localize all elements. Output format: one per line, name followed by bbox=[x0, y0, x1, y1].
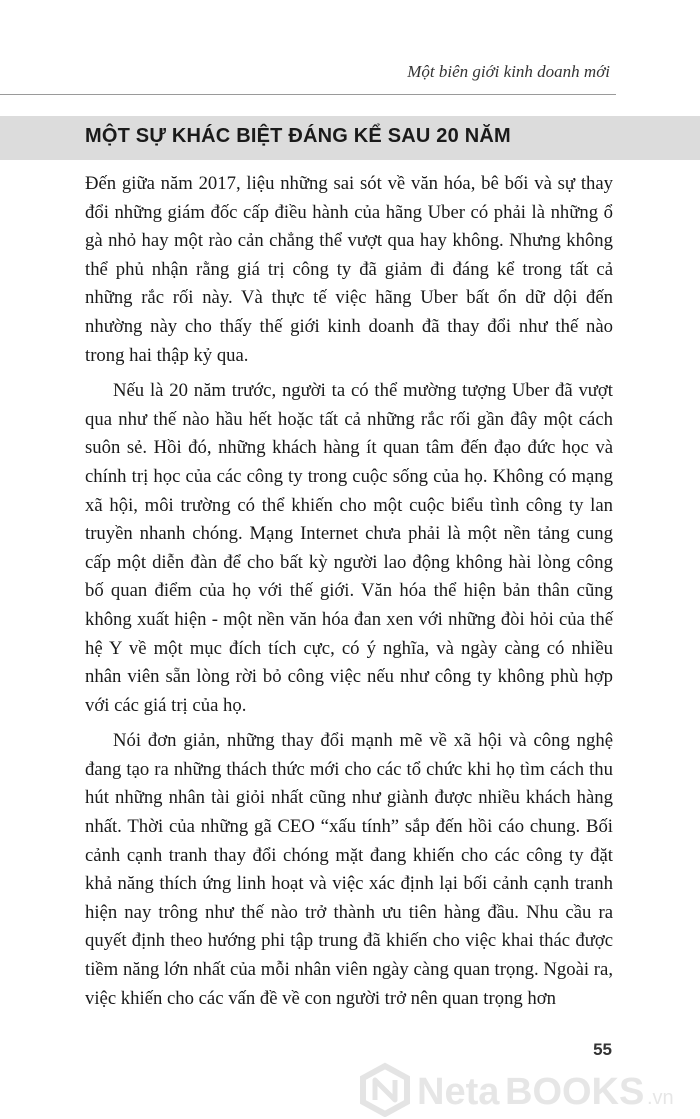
running-header: Một biên giới kinh doanh mới bbox=[407, 62, 610, 81]
paragraph-3: Nói đơn giản, những thay đổi mạnh mẽ về xã hội và công nghệ đang tạo ra những thách thức mới cho các tổ chức khi họ tìm cách thu hút những nhân tài giỏi nhất cũng như giành được nhiều khách hàng nhất. Thời của những gã CEO “xấu tính” sắp đến hồi cáo chung. Bối cảnh cạnh tranh thay đổi chóng mặt đang khiến cho các công ty đặt khả năng thích ứng linh hoạt và việc xác định lại bối cảnh cạnh tranh hiện nay trông như thế nào trở thành ưu tiên hàng đầu. Nhu cầu ra quyết định theo hướng phi tập trung đã khiến cho việc khai thác được tiềm năng lớn nhất của mỗi nhân viên ngày càng quan trọng. Ngoài ra, việc khiến cho các vấn đề về con người trở nên quan trọng hơn bbox=[85, 730, 613, 1009]
netabooks-watermark bbox=[355, 1062, 700, 1117]
paragraph-1: Đến giữa năm 2017, liệu những sai sót về văn hóa, bê bối và sự thay đổi những giám đốc cấp điều hành của hãng Uber có phải là những ổ gà nhỏ hay một rào cản chẳng thể vượt qua hay không. Nhưng không thể phủ nhận rằng giá trị công ty đã giảm đi đáng kể trong tất cả những rắc rối này. Và thực tế việc hãng Uber bất ổn dữ dội đến nhường này cho thấy thế giới kinh doanh đã thay đổi như thế nào trong hai thập kỷ qua. bbox=[85, 173, 613, 366]
header-divider bbox=[0, 94, 616, 95]
body-text bbox=[85, 170, 613, 1020]
neta-logo-icon bbox=[355, 1062, 700, 1117]
paragraph-2: Nếu là 20 năm trước, người ta có thể mường tượng Uber đã vượt qua như thế nào hầu hết hoặc tất cả những rắc rối gần đây một cách suôn sẻ. Hồi đó, những khách hàng ít quan tâm đến đạo đức học và chính trị học của các công ty trong cuộc sống của họ. Không có mạng xã hội, môi trường có thể khiến cho một cuộc biểu tình công ty lan truyền nhanh chóng. Mạng Internet chưa phải là một nền tảng cung cấp một diễn đàn để cho bất kỳ người lao động không hài lòng công bố quan điểm của họ với thế giới. Văn hóa thể hiện bản thân cũng không xuất hiện - một nền văn hóa đan xen với những đòi hỏi của thế hệ Y về một mục đích tích cực, có ý nghĩa, và ngày càng có nhiều nhân viên sẵn lòng rời bỏ công việc nếu như công ty không phù hợp với các giá trị của họ. bbox=[85, 380, 613, 716]
page-number: 55 bbox=[593, 1040, 612, 1059]
svg-text:.vn: .vn bbox=[647, 1087, 674, 1109]
section-title: MỘT SỰ KHÁC BIỆT ĐÁNG KỂ SAU 20 NĂM bbox=[85, 125, 511, 147]
svg-text:Neta: Neta bbox=[417, 1071, 500, 1113]
svg-text:BOOKS: BOOKS bbox=[505, 1071, 645, 1113]
